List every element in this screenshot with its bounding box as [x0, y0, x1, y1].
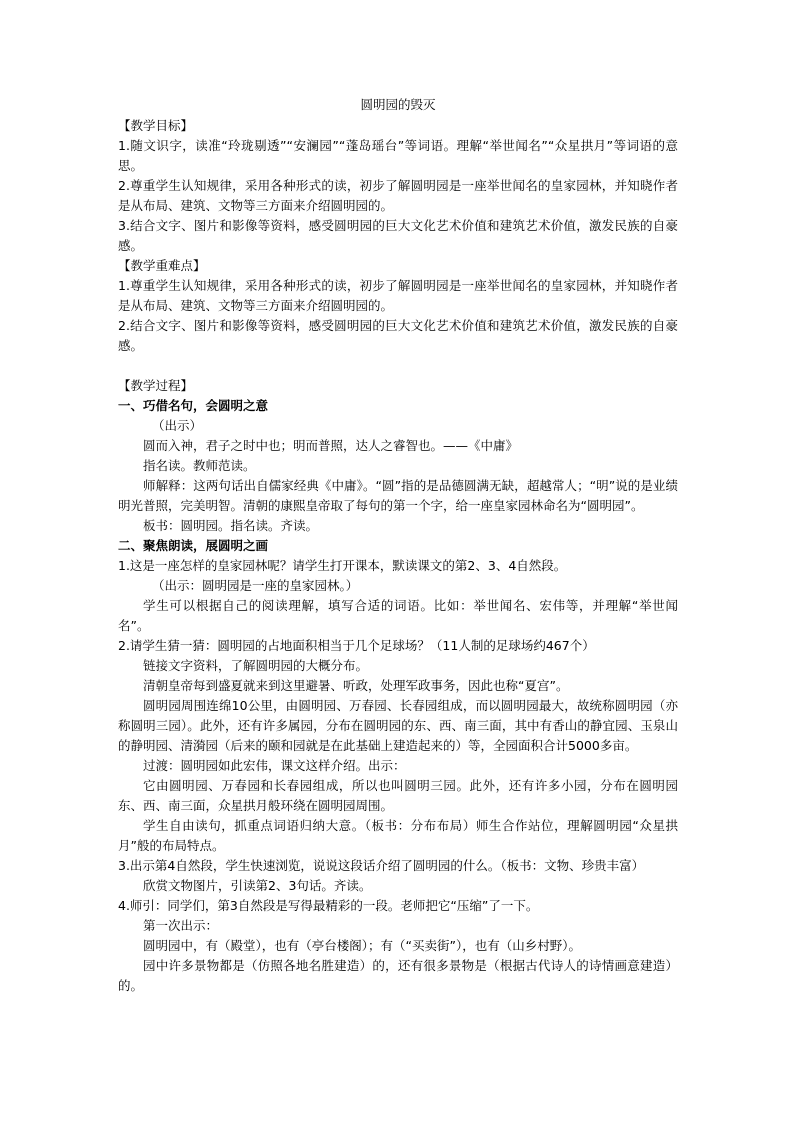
key-heading: 【教学重难点】: [118, 258, 206, 273]
section2-item1-fill: 学生可以根据自己的阅读理解，填写合适的词语。比如：举世闻名、宏伟等，并理解“举世闻名”。: [118, 598, 678, 633]
goal-3: 3.结合文字、图片和影像等资料，感受圆明园的巨大文化艺术价值和建筑艺术价值，激发民族的自豪感。: [118, 218, 678, 253]
section1-heading: 一、巧借名句，会圆明之意: [118, 398, 269, 413]
section1-read: 指名读。教师范读。: [143, 458, 256, 473]
section2-item4-line2: 园中许多景物都是（仿照各地名胜建造）的，还有很多景物是（根据古代诗人的诗情画意建造）的。: [118, 958, 678, 993]
section1-quote: 圆而入神，君子之时中也；明而普照，达人之睿智也。——《中庸》: [143, 438, 519, 453]
section2-item4-first: 第一次出示：: [143, 918, 219, 933]
section2-item3: 3.出示第4自然段，学生快速浏览，说说这段话介绍了圆明园的什么。（板书：文物、珍贵丰富）: [118, 858, 645, 873]
goal-2: 2.尊重学生认知规律，采用各种形式的读，初步了解圆明园是一座举世闻名的皇家园林，并知晓作者是从布局、建筑、文物等三方面来介绍圆明园的。: [118, 178, 678, 213]
section2-item4-line1: 圆明园中，有（殿堂），也有（亭台楼阁）；有（“买卖街”），也有（山乡村野）。: [143, 938, 581, 953]
process-heading: 【教学过程】: [118, 378, 194, 393]
section2-heading: 二、聚焦朗读，展圆明之画: [118, 538, 269, 553]
document-title: 圆明园的毁灭: [360, 97, 436, 112]
goals-heading: 【教学目标】: [118, 118, 194, 133]
section1-show: （出示）: [152, 418, 203, 433]
section2-item4: 4.师引：同学们，第3自然段是写得最精彩的一段。老师把它“压缩”了一下。: [118, 898, 539, 913]
section2-item2: 2.请学生猜一猜：圆明园的占地面积相当于几个足球场？（11人制的足球场约467个）: [118, 638, 595, 653]
section2-item3-read: 欣赏文物图片，引读第2、3句话。齐读。: [143, 878, 372, 893]
section2-item2-area: 圆明园周围连绵10公里，由圆明园、万春园、长春园组成，而以圆明园最大，故统称圆明园（亦称圆明三园）。此外，还有许多属园，分布在圆明园的东、西、南三面，其中有香山的静宜园、玉泉山的静明园、清漪园（后来的颐和园就是在此基础上建造起来的）等，全园面积合计5000多亩。: [118, 698, 678, 753]
key-point-1: 1.尊重学生认知规律，采用各种形式的读，初步了解圆明园是一座举世闻名的皇家园林，并知晓作者是从布局、建筑、文物等三方面来介绍圆明园的。: [118, 278, 678, 313]
section2-transition: 过渡：圆明园如此宏伟，课文这样介绍。出示：: [143, 758, 406, 773]
spacer: [118, 356, 678, 376]
document-page: [118, 95, 678, 996]
section2-item2-summer: 清朝皇帝每到盛夏就来到这里避暑、听政，处理军政事务，因此也称“夏宫”。: [143, 678, 569, 693]
section2-item1-show: （出示：圆明园是一座的皇家园林。）: [152, 578, 359, 593]
key-point-2: 2.结合文字、图片和影像等资料，感受圆明园的巨大文化艺术价值和建筑艺术价值，激发民族的自豪感。: [118, 318, 678, 353]
section2-item2-link: 链接文字资料，了解圆明园的大概分布。: [143, 658, 369, 673]
section1-explain: 师解释：这两句话出自儒家经典《中庸》。“圆”指的是品德圆满无缺，超越常人；“明”说的是业绩明光普照，完美明智。清朝的康熙皇帝取了每句的第一个字，给一座皇家园林命名为“圆明园”。: [118, 478, 678, 513]
goal-1: 1.随文识字，读准“玲珑剔透”“安澜园”“蓬岛瑶台”等词语。理解“举世闻名”“众星拱月”等词语的意思。: [118, 138, 678, 173]
section2-item1: 1.这是一座怎样的皇家园林呢？请学生打开课本，默读课文的第2、3、4自然段。: [118, 558, 567, 573]
section1-board: 板书：圆明园。指名读。齐读。: [143, 518, 319, 533]
section2-transition-text: 它由圆明园、万春园和长春园组成，所以也叫圆明三园。此外，还有许多小园，分布在圆明园东、西、南三面，众星拱月般环绕在圆明园周围。: [118, 778, 678, 813]
section2-self-read: 学生自由读句，抓重点词语归纳大意。（板书：分布布局）师生合作站位，理解圆明园“众星拱月”般的布局特点。: [118, 818, 678, 853]
